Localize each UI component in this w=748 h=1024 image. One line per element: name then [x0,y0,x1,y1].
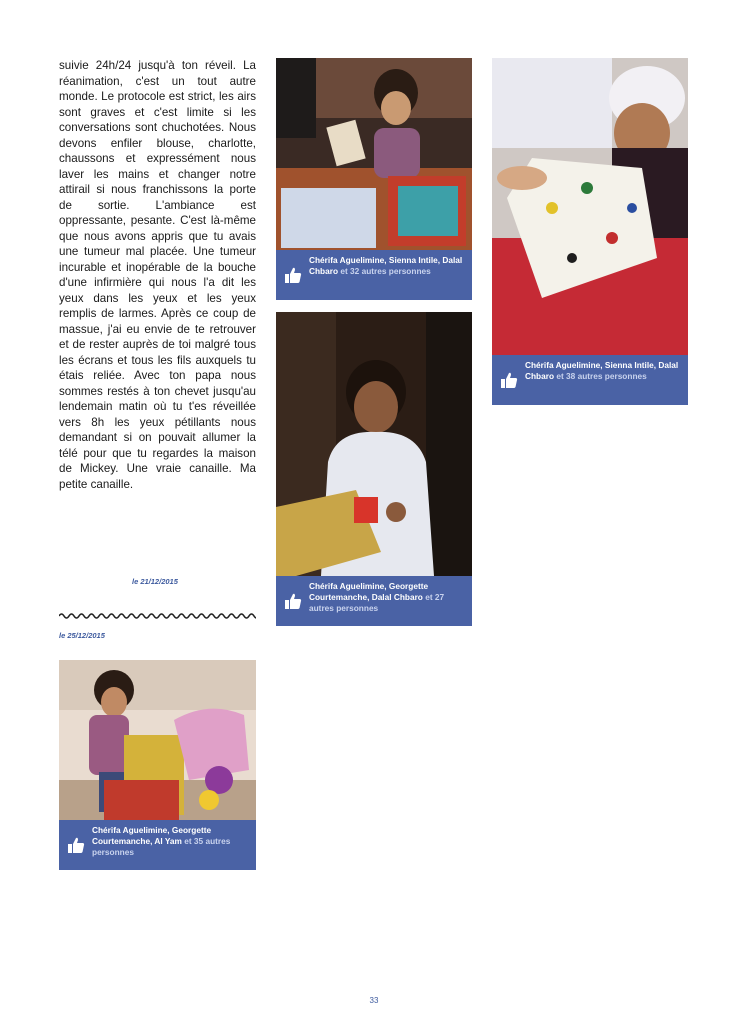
article-text: suivie 24h/24 jusqu'à ton réveil. La réanimation, c'est un tout autre monde. Le protocole est strict, les airs sont graves et c'est limite si les conversations sont chuchotées. Nous devons enfiler blouse, charlotte, chaussons et expressément nous laver les mains et changer notre attirail si nous franchissons la porte de sortie. L'ambiance est oppressante, pesante. C'est là-même que nous avons appris que tu avais une tumeur mal placée. Une tumeur incurable et inopérable de la bouche d'une infirmière qui nous l'a dit les yeux dans les yeux et les yeux remplis de larmes. Après ce coup de massue, j'ai eu envie de te retrouver et de rester auprès de toi malgré tous les écrans et tous les fils auxquels tu étais reliée. Avec ton papa nous sommes restés à ton chevet jusqu'au lendemain matin où tu t'es réveillée vers 8h les yeux pétillants nous demandant si on pouvait allumer la télé pour que tu regardes la maison de Mickey. Une vraie canaille. Ma petite canaille. [59,59,256,491]
date-label: le 21/12/2015 [132,577,178,586]
like-count: et 38 autres personnes [556,371,647,381]
photo-child-white-coat [276,312,472,576]
date-label: le 25/12/2015 [59,631,105,640]
thumbs-up-icon [284,266,302,284]
thumbs-up-icon [284,592,302,610]
page-number: 33 [369,996,379,1005]
photo-gift-opening [276,58,472,250]
like-bar[interactable] [276,250,472,300]
like-names[interactable]: Chérifa Aguelimine, Georgette Courtemanche, Al Yam [92,825,212,846]
wave-divider [59,611,256,621]
like-bar[interactable] [276,576,472,626]
like-names[interactable]: Chérifa Aguelimine, Georgette Courtemanche, Dalal Chbaro [309,581,429,602]
like-names[interactable]: Chérifa Aguelimine, Sienna Intile, Dalal Chbaro [309,255,463,276]
photo-gift-wrap [492,58,688,355]
thumbs-up-icon [500,371,518,389]
like-count: et 32 autres personnes [340,266,431,276]
thumbs-up-icon [67,836,85,854]
like-count: et 35 autres personnes [92,836,231,857]
like-bar[interactable] [492,355,688,405]
photo-toy-box [59,660,256,820]
like-bar[interactable] [59,820,256,870]
like-count: et 27 autres personnes [309,592,445,613]
like-names[interactable]: Chérifa Aguelimine, Sienna Intile, Dalal Chbaro [525,360,679,381]
